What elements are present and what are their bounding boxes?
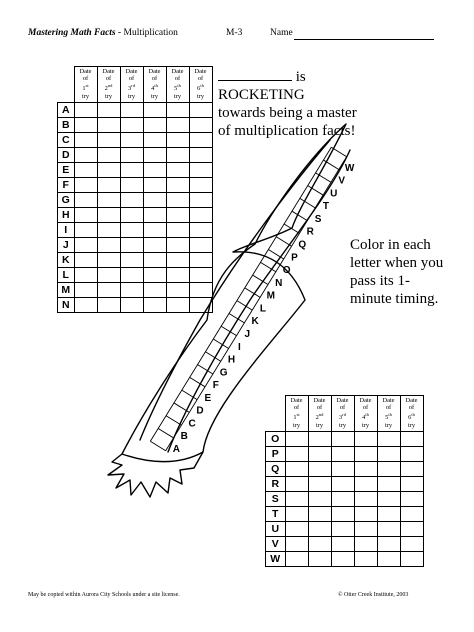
table-a-n-header-try-6: Date of 6th try: [189, 67, 212, 103]
row-letter-u: U: [266, 521, 286, 536]
row-letter-q: Q: [266, 461, 286, 476]
copyright-holder: © Otter Creek Institute, 2003: [338, 592, 409, 598]
row-letter-k: K: [58, 252, 75, 267]
rocket-letter-t[interactable]: T: [322, 201, 329, 213]
row-letter-j: J: [58, 237, 75, 252]
row-letter-h: H: [58, 207, 75, 222]
rocket-ladder-rung: [331, 147, 346, 156]
table-a-n-header-try-5: Date of 5th try: [166, 67, 189, 103]
rocket-letter-m[interactable]: M: [266, 290, 276, 302]
rocket-letter-i[interactable]: I: [237, 341, 241, 353]
rocket-ladder-rail: [150, 147, 331, 441]
row-letter-w: W: [266, 551, 286, 566]
row-letter-s: S: [266, 491, 286, 506]
message-rest: towards being a master of multiplication facts!: [218, 105, 357, 139]
rocket-letter-b[interactable]: B: [180, 431, 188, 443]
row-letter-m: M: [58, 282, 75, 297]
rocket-letter-k[interactable]: K: [251, 316, 259, 328]
rocket-outline: [122, 124, 346, 462]
table-o-w-header-try-5: Date of 5th try: [377, 396, 400, 432]
rocket-letter-e[interactable]: E: [204, 392, 212, 404]
row-letter-r: R: [266, 476, 286, 491]
rocket-letter-f[interactable]: F: [212, 380, 219, 392]
worksheet-title: Mastering Math Facts - Multiplication: [28, 28, 178, 38]
name-label: Name: [270, 28, 293, 38]
rocket-letter-s[interactable]: S: [314, 213, 322, 225]
rocket-letter-o[interactable]: O: [282, 265, 291, 277]
rocket-letter-a[interactable]: A: [172, 444, 181, 456]
rocket-letter-p[interactable]: P: [291, 252, 298, 264]
row-letter-g: G: [58, 192, 75, 207]
rocket-ladder-rung: [150, 441, 165, 450]
rocket-ladder-rung: [158, 428, 173, 437]
rocket-ladder-rail: [166, 157, 347, 451]
worksheet-code: M-3: [226, 28, 243, 38]
rocket-letter-h[interactable]: H: [227, 354, 236, 366]
rocket-letter-v[interactable]: V: [338, 175, 346, 187]
table-a-n-header-try-4: Date of 4th try: [143, 67, 166, 103]
message-is: is: [295, 69, 306, 85]
worksheet-subtitle: Multiplication: [123, 28, 178, 38]
rocket-ladder-rung: [323, 160, 338, 169]
row-letter-l: L: [58, 267, 75, 282]
rocket-ladder-rung: [268, 250, 283, 259]
rocket-letter-n[interactable]: N: [275, 277, 283, 289]
row-letter-e: E: [58, 162, 75, 177]
row-letter-o: O: [266, 431, 286, 446]
message-rocketing: ROCKETING: [218, 87, 305, 103]
table-o-w-header-try-1: Date of 1st try: [285, 396, 308, 432]
table-o-w-header-try-3: Date of 3rd try: [331, 396, 354, 432]
rocket-letter-j[interactable]: J: [244, 328, 251, 340]
rocket-ladder-rung: [276, 237, 291, 246]
row-letter-p: P: [266, 446, 286, 461]
row-letter-n: N: [58, 297, 75, 312]
row-letter-v: V: [266, 536, 286, 551]
rocket-ladder-rung: [166, 416, 181, 425]
row-letter-c: C: [58, 132, 75, 147]
rocket-letter-r[interactable]: R: [306, 226, 314, 238]
rocket-stripe-left: [140, 140, 330, 443]
copyright-license: May be copied within Aurora City Schools under a site license.: [28, 592, 180, 598]
student-name-blank[interactable]: [218, 68, 292, 81]
rocket-ladder-rung: [284, 224, 299, 233]
rocket-letter-w[interactable]: W: [344, 162, 355, 174]
row-letter-t: T: [266, 506, 286, 521]
table-a-n-header-try-2: Date of 2nd try: [97, 67, 120, 103]
rocket-ladder-rung: [292, 211, 307, 220]
rocket-letter-c[interactable]: C: [188, 418, 196, 430]
row-letter-a: A: [58, 102, 75, 117]
rocket-ladder-rung: [174, 403, 189, 412]
rocketing-message: [218, 68, 368, 140]
table-o-w-header-try-2: Date of 2nd try: [308, 396, 331, 432]
rocket-letter-g[interactable]: G: [219, 367, 228, 379]
row-letter-f: F: [58, 177, 75, 192]
table-o-w-header-try-6: Date of 6th try: [400, 396, 423, 432]
coloring-instruction: Color in each letter when you pass its 1-minute timing.: [350, 237, 444, 307]
row-letter-d: D: [58, 147, 75, 162]
rocket-letter-d[interactable]: D: [196, 405, 204, 417]
row-letter-i: I: [58, 222, 75, 237]
table-o-w-header-try-4: Date of 4th try: [354, 396, 377, 432]
row-letter-b: B: [58, 117, 75, 132]
rocket-letter-q[interactable]: Q: [298, 239, 307, 251]
table-a-n-header-try-1: Date of 1st try: [74, 67, 97, 103]
table-a-n-header-try-3: Date of 3rd try: [120, 67, 143, 103]
rocket-letter-u[interactable]: U: [330, 188, 338, 200]
rocket-letter-l[interactable]: L: [259, 303, 267, 315]
